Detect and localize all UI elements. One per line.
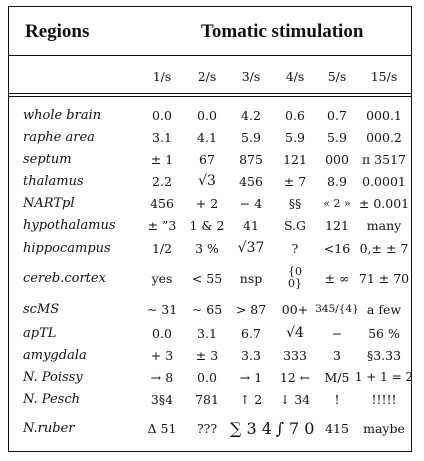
region-name: septum [23, 151, 72, 167]
table-cell: ± 1 [150, 151, 174, 167]
table-row [9, 215, 411, 235]
table-cell: ± 0.001 [358, 195, 410, 211]
table-row [9, 367, 414, 387]
table-row [9, 193, 411, 213]
table-cell: 12 ← [279, 369, 311, 385]
table-cell: 67 [199, 151, 215, 167]
table-cell: !!!!! [371, 391, 397, 407]
table-cell: 41 [243, 217, 259, 233]
table-cell: 1/2 [151, 240, 173, 256]
table-cell: many [366, 217, 402, 233]
table-cell: ± 7 [283, 173, 307, 189]
table-row [9, 389, 411, 409]
table-row [9, 127, 411, 147]
table-cell: 0.7 [327, 107, 347, 123]
region-name: whole brain [23, 107, 102, 123]
table-cell: 3.1 [197, 325, 217, 341]
table-cell: 000.2 [366, 129, 402, 145]
table-cell: M/5 [324, 369, 350, 385]
region-name: hypothalamus [23, 217, 116, 233]
table-cell: √4 [286, 325, 304, 341]
region-name: N. Pesch [23, 391, 80, 407]
regions-heading: Regions [25, 21, 90, 42]
rate-rule-bottom [9, 96, 411, 97]
region-name: apTL [23, 325, 57, 341]
table-cell: 0,± ± 7 [359, 240, 409, 256]
table-cell: 1 + 1 = 2 [354, 370, 414, 384]
table-cell: 0.0 [197, 107, 217, 123]
table-cell: §3.33 [366, 347, 402, 363]
rate-label-15: 15/s [370, 68, 398, 84]
table-cell: a few [366, 301, 402, 317]
region-name: N. Poissy [23, 369, 83, 385]
table-cell: 8.9 [327, 173, 347, 189]
rate-header-row [9, 65, 411, 87]
rate-label-2: 2/s [197, 68, 217, 84]
table-cell: 5.9 [285, 129, 305, 145]
table-cell: 000.1 [366, 107, 402, 123]
table-row [9, 261, 411, 295]
table-cell: 875 [239, 151, 263, 167]
table-row [9, 297, 411, 321]
table-cell: ??? [196, 420, 218, 436]
table-cell: + 2 [195, 195, 219, 211]
table-row [9, 171, 411, 191]
table-cell: ± 3 [195, 347, 219, 363]
table-cell: + 3 [150, 347, 174, 363]
region-name: hippocampus [23, 240, 111, 256]
table-cell: 456 [239, 173, 263, 189]
table-cell: √37 [237, 240, 265, 256]
table-cell: 121 [325, 217, 349, 233]
rate-rule-top [9, 93, 411, 94]
table-cell: 00+ [281, 301, 309, 317]
table-cell: 5.9 [241, 129, 261, 145]
table-cell: 0.0 [152, 325, 172, 341]
rate-label-5: 5/s [327, 68, 347, 84]
table-cell: 781 [195, 391, 219, 407]
region-name: scMS [23, 301, 60, 317]
region-name: cereb.cortex [23, 270, 106, 286]
region-name: thalamus [23, 173, 84, 189]
table-cell: → 8 [150, 369, 174, 385]
table-cell: → 1 [239, 369, 263, 385]
table-cell: 1 & 2 [189, 217, 225, 233]
region-name: amygdala [23, 347, 87, 363]
table-cell: ∑ 3 4 [230, 418, 272, 438]
table-header-row [9, 17, 411, 51]
table-cell: − [331, 325, 343, 341]
table-cell: maybe [363, 420, 405, 436]
table-cell: 0.0001 [362, 173, 406, 189]
table-cell: nsp [239, 270, 263, 286]
table-cell: ↑ 2 [239, 391, 263, 407]
table-cell: 0.6 [285, 107, 305, 123]
table-cell: 3§4 [150, 391, 174, 407]
data-table [8, 6, 412, 452]
table-cell: yes [151, 270, 173, 286]
table-cell: 3.3 [241, 347, 261, 363]
table-cell: 3.1 [152, 129, 172, 145]
table-cell: « 2 » [323, 196, 351, 210]
table-cell: §§ [288, 195, 302, 211]
table-cell: Δ 51 [147, 420, 177, 436]
table-cell: ! [334, 391, 340, 407]
table-cell: 121 [283, 151, 307, 167]
table-cell: 0.0 [197, 369, 217, 385]
table-cell: 71 ± 70 [358, 270, 410, 286]
table-cell: 333 [283, 347, 307, 363]
table-row [9, 345, 411, 365]
region-name: raphe area [23, 129, 95, 145]
table-cell: 415 [325, 420, 349, 436]
table-cell: ± ∞ [324, 270, 350, 286]
table-cell: 56 % [368, 325, 400, 341]
table-cell: ∼ 31 [146, 301, 178, 317]
table-cell: ± ”3 [147, 217, 177, 233]
table-row [9, 149, 411, 169]
header-rule [9, 55, 411, 56]
table-cell: ↓ 34 [279, 391, 311, 407]
table-cell: ∼ 65 [191, 301, 223, 317]
rate-label-3: 3/s [241, 68, 261, 84]
table-cell: 6.7 [241, 325, 261, 341]
table-row [9, 411, 411, 445]
table-cell: π 3517 [361, 151, 406, 167]
table-cell: 2.2 [152, 173, 172, 189]
table-cell: <16 [323, 240, 351, 256]
table-cell: 456 [150, 195, 174, 211]
rate-label-4: 4/s [285, 68, 305, 84]
table-cell: S.G [283, 217, 307, 233]
table-cell: < 55 [191, 270, 223, 286]
table-cell: ∫ 7 0 [275, 418, 315, 438]
table-cell: 3 % [195, 240, 219, 256]
table-cell: 5.9 [327, 129, 347, 145]
table-cell: {0 0} [288, 265, 302, 290]
table-cell: > 87 [235, 301, 267, 317]
table-cell: 4.2 [241, 107, 261, 123]
table-row [9, 323, 411, 343]
table-cell: 3 [333, 347, 341, 363]
table-cell: 345/{4} [315, 303, 359, 315]
table-cell: 4.1 [197, 129, 217, 145]
stimulation-heading: Tomatic stimulation [201, 21, 364, 42]
table-row [9, 237, 411, 259]
table-cell: − 4 [239, 195, 263, 211]
region-name: N.ruber [23, 420, 75, 436]
table-cell: ? [291, 240, 299, 256]
region-name: NARTpl [23, 195, 75, 211]
table-cell: 000 [325, 151, 349, 167]
table-cell: √3 [198, 173, 216, 189]
table-row [9, 105, 411, 125]
table-cell: 0.0 [152, 107, 172, 123]
rate-label-1: 1/s [152, 68, 172, 84]
